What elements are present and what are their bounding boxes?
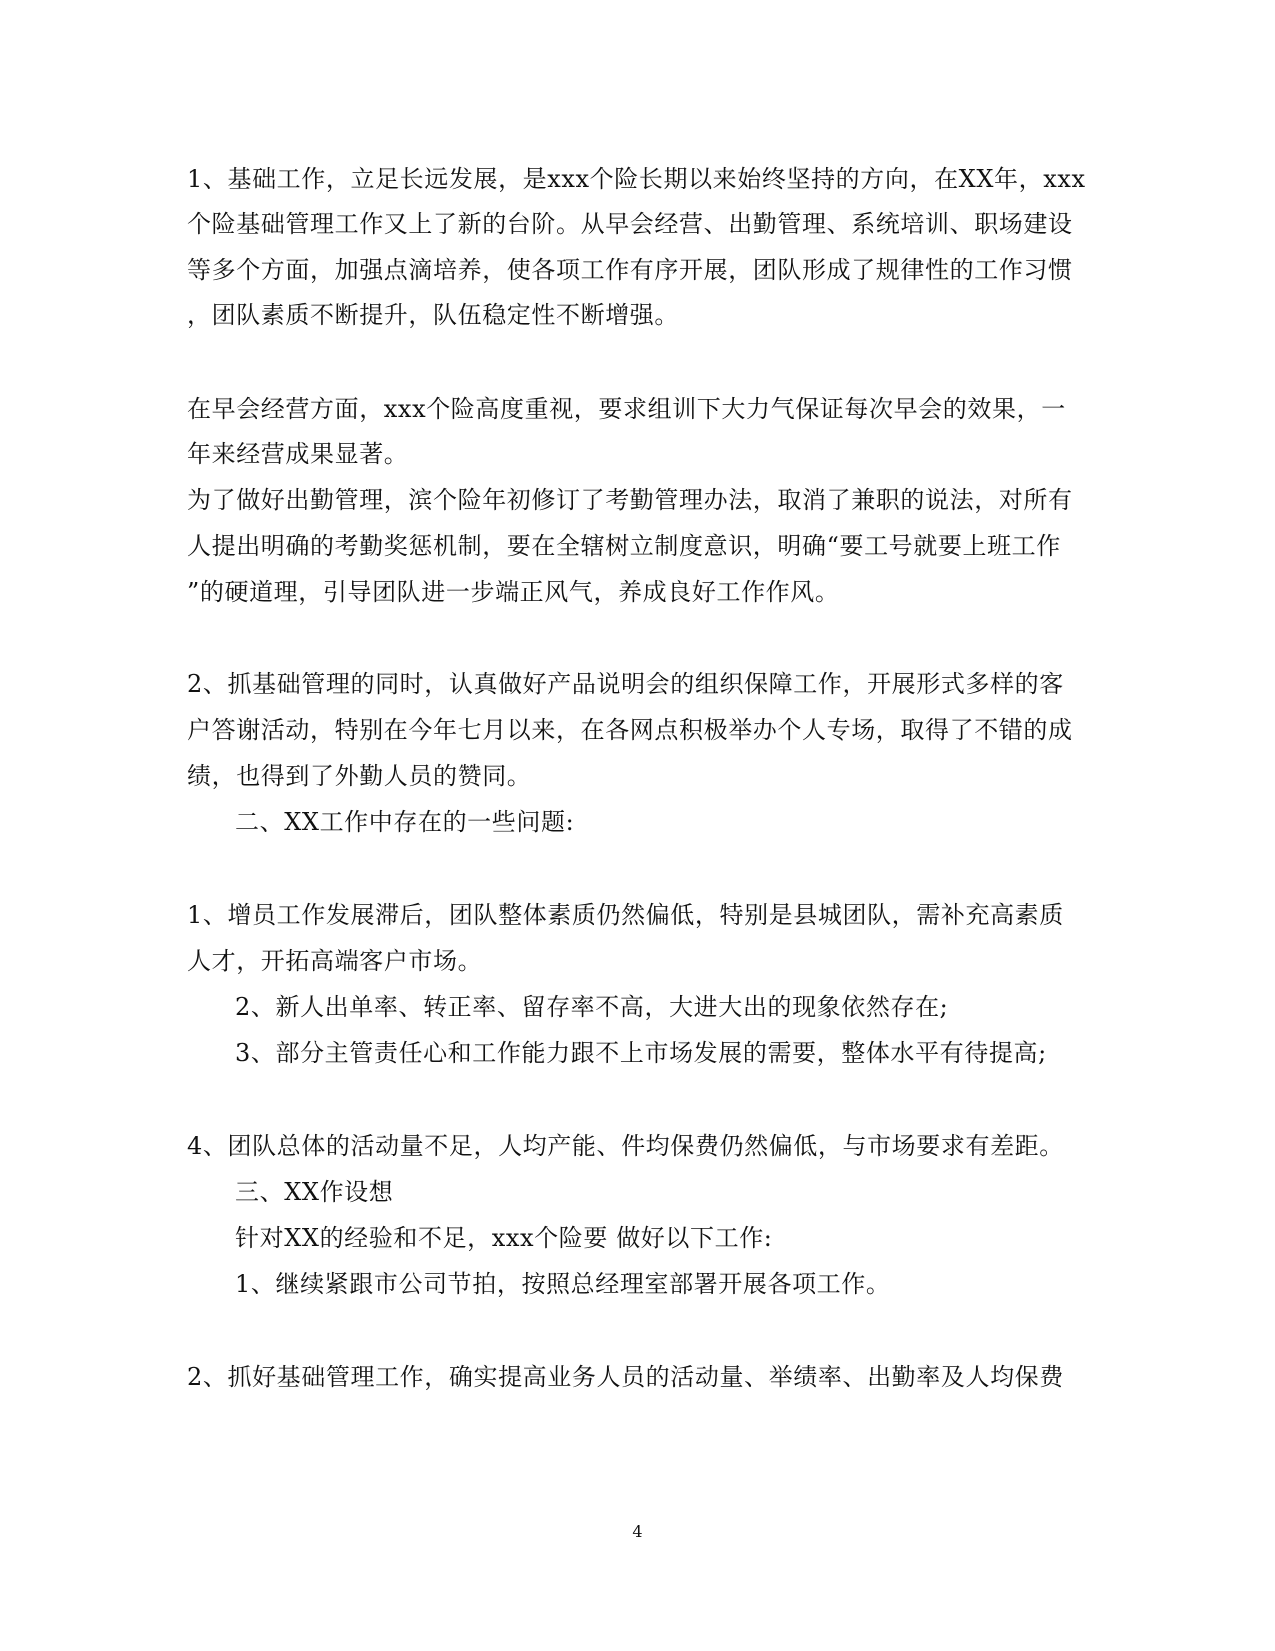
section-heading: 三、XX作设想 (235, 1178, 394, 1206)
text-line: ”的硬道理，引导团队进一步端正风气，养成良好工作作风。 (187, 578, 840, 606)
text-line: 1、继续紧跟市公司节拍，按照总经理室部署开展各项工作。 (235, 1270, 891, 1298)
text-line: 1、基础工作，立足长远发展，是xxx个险长期以来始终坚持的方向，在XX年，xxx (187, 165, 1086, 193)
text-line: 2、新人出单率、转正率、留存率不高，大进大出的现象依然存在; (235, 993, 949, 1021)
text-line: 在早会经营方面，xxx个险高度重视，要求组训下大力气保证每次早会的效果，一 (187, 395, 1066, 423)
text-line: 户答谢活动，特别在今年七月以来，在各网点积极举办个人专场，取得了不错的成 (187, 716, 1073, 744)
text-line: 人提出明确的考勤奖惩机制，要在全辖树立制度意识，明确“要工号就要上班工作 (187, 532, 1061, 560)
text-line: 为了做好出勤管理，滨个险年初修订了考勤管理办法，取消了兼职的说法，对所有 (187, 486, 1073, 514)
text-line: 针对XX的经验和不足，xxx个险要 做好以下工作: (235, 1224, 773, 1252)
text-line: 等多个方面，加强点滴培养，使各项工作有序开展，团队形成了规律性的工作习惯 (187, 256, 1073, 284)
text-line: 1、增员工作发展滞后，团队整体素质仍然偏低，特别是县城团队，需补充高素质 (187, 901, 1064, 929)
text-line: 3、部分主管责任心和工作能力跟不上市场发展的需要，整体水平有待提高; (235, 1039, 1047, 1067)
text-line: 年来经营成果显著。 (187, 440, 409, 468)
text-line: ，团队素质不断提升，队伍稳定性不断增强。 (187, 301, 679, 329)
text-line: 人才，开拓高端客户市场。 (187, 947, 483, 975)
text-line: 个险基础管理工作又上了新的台阶。从早会经营、出勤管理、系统培训、职场建设 (187, 210, 1073, 238)
page-number: 4 (632, 1522, 643, 1541)
text-line: 2、抓好基础管理工作，确实提高业务人员的活动量、举绩率、出勤率及人均保费 (187, 1363, 1064, 1391)
text-line: 2、抓基础管理的同时，认真做好产品说明会的组织保障工作，开展形式多样的客 (187, 670, 1064, 698)
text-line: 绩，也得到了外勤人员的赞同。 (187, 762, 532, 790)
text-line: 4、团队总体的活动量不足，人均产能、件均保费仍然偏低，与市场要求有差距。 (187, 1132, 1064, 1160)
section-heading: 二、XX工作中存在的一些问题: (235, 808, 575, 836)
